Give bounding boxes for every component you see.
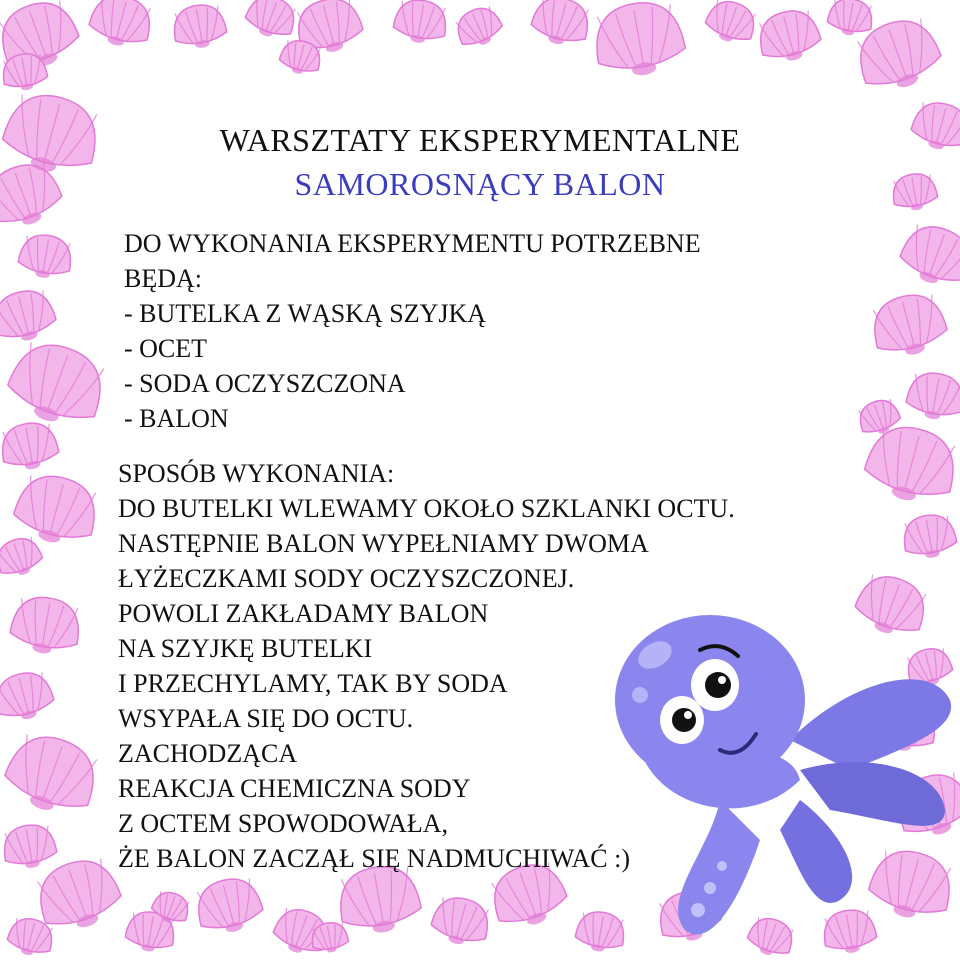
materials-list-item: - SODA OCZYSZCZONA [124,369,406,398]
seashell-icon [826,0,876,39]
seashell-icon [589,0,688,83]
materials-intro-line: DO WYKONANIA EKSPERYMENTU POTRZEBNE [124,229,701,258]
seashell-icon [0,726,106,824]
seashell-icon [391,0,450,47]
materials-list-item: - BUTELKA Z WĄSKĄ SZYJKĄ [124,299,487,328]
seashell-icon [451,2,506,53]
method-line: NA SZYJKĘ BUTELKI [118,634,373,663]
seashell-icon [0,285,59,348]
seashell-icon [900,511,959,562]
method-line: DO BUTELKI WLEWAMY OKOŁO SZKLANKI OCTU. [118,494,735,523]
method-line: WSYPAŁA SIĘ DO OCTU. [118,704,414,733]
seashell-icon [242,0,301,44]
method-line: Z OCTEM SPOWODOWAŁA, [118,809,449,838]
materials-list-item: - BALON [124,404,229,433]
seashell-icon [754,5,825,68]
materials-list-item: - OCET [124,334,208,363]
seashell-icon [895,218,960,294]
page-subtitle: SAMOROSNĄCY BALON [294,166,666,202]
seashell-icon [702,0,761,49]
seashell-icon [866,288,951,364]
seashell-icon [170,1,229,52]
method-line: ŻE BALON ZACZĄŁ SIĘ NADMUCHIWAĆ :) [118,844,631,873]
method-line: I PRZECHYLAMY, TAK BY SODA [118,669,508,698]
method-line: NASTĘPNIE BALON WYPEŁNIAMY DWOMA [118,529,649,558]
seashell-icon [1,333,113,435]
seashell-icon [904,369,960,424]
page-title: WARSZTATY EKSPERYMENTALNE [219,122,741,158]
seashell-icon [528,0,594,51]
octopus-icon [600,600,960,950]
method-line: POWOLI ZAKŁADAMY BALON [118,599,489,628]
method-line: REAKCJA CHEMICZNA SODY [118,774,471,803]
seashell-icon [428,892,494,951]
seashell-icon [191,872,266,939]
seashell-icon [7,592,84,659]
method-heading: SPOSÓB WYKONANIA: [118,459,395,488]
seashell-icon [16,231,75,282]
seashell-icon [0,667,57,726]
materials-intro-line: BĘDĄ: [124,264,202,293]
materials-section [124,226,844,436]
seashell-icon [0,419,61,474]
method-line: ŁYŻECZKAMI SODY OCZYSZCZONEJ. [118,564,575,593]
seashell-icon [86,0,157,53]
seashell-icon [0,533,46,582]
seashell-icon [0,821,59,872]
method-line: ZACHODZĄCA [118,739,298,768]
